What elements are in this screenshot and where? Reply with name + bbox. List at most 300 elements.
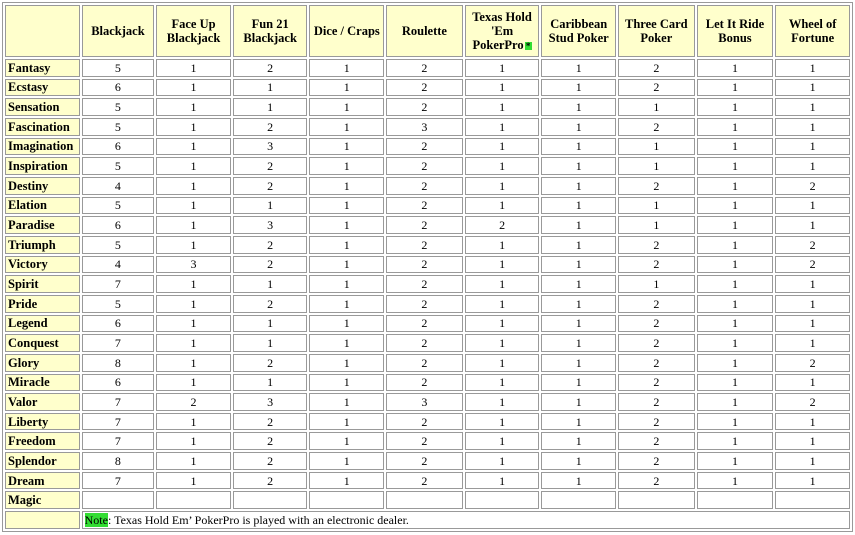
table-count-cell: 1 (697, 98, 774, 116)
table-row (5, 177, 850, 195)
table-count-cell: 2 (233, 256, 308, 274)
table-count-cell: 1 (775, 334, 850, 352)
table-count-cell: 1 (618, 98, 695, 116)
table-count-cell: 7 (82, 393, 155, 411)
table-count-cell: 2 (618, 118, 695, 136)
table-count-cell: 1 (697, 393, 774, 411)
table-count-cell: 2 (233, 177, 308, 195)
table-count-cell: 1 (697, 236, 774, 254)
table-count-cell: 2 (233, 354, 308, 372)
table-count-cell: 1 (775, 374, 850, 392)
ship-name: Inspiration (5, 157, 80, 175)
table-row (5, 413, 850, 431)
table-count-cell: 1 (541, 138, 616, 156)
table-count-cell: 1 (233, 79, 308, 97)
table-count-cell: 2 (386, 138, 463, 156)
column-header-label: Dice / Craps (313, 24, 380, 38)
footnote (82, 511, 850, 529)
table-count-cell: 1 (618, 275, 695, 293)
table-count-cell: 1 (309, 374, 384, 392)
table-count-cell: 1 (465, 157, 540, 175)
table-count-cell: 1 (541, 157, 616, 175)
table-count-cell: 2 (386, 374, 463, 392)
table-count-cell: 1 (465, 197, 540, 215)
column-header (82, 5, 155, 57)
table-count-cell: 1 (309, 118, 384, 136)
ship-name: Elation (5, 197, 80, 215)
ship-name: Freedom (5, 432, 80, 450)
table-count-cell: 1 (775, 216, 850, 234)
ship-name: Magic (5, 491, 80, 509)
table-count-cell: 2 (386, 334, 463, 352)
ship-name: Miracle (5, 374, 80, 392)
table-count-cell: 1 (697, 157, 774, 175)
table-count-cell: 1 (156, 59, 231, 77)
table-count-cell: 1 (309, 413, 384, 431)
table-count-cell: 1 (156, 118, 231, 136)
note-row (5, 511, 850, 529)
table-count-cell (82, 491, 155, 509)
table-count-cell: 2 (618, 256, 695, 274)
ship-name: Ecstasy (5, 79, 80, 97)
footnote-marker: * (525, 41, 531, 52)
table-count-cell: 1 (775, 157, 850, 175)
table-count-cell: 1 (541, 59, 616, 77)
table-count-cell: 1 (697, 413, 774, 431)
table-count-cell: 2 (233, 59, 308, 77)
table-count-cell: 1 (156, 138, 231, 156)
table-count-cell: 2 (386, 197, 463, 215)
table-count-cell: 1 (465, 432, 540, 450)
table-count-cell: 2 (386, 177, 463, 195)
table-count-cell: 1 (465, 138, 540, 156)
table-count-cell: 1 (309, 59, 384, 77)
table-count-cell: 1 (156, 79, 231, 97)
table-row (5, 472, 850, 490)
table-count-cell: 1 (541, 334, 616, 352)
table-count-cell: 1 (697, 59, 774, 77)
table-count-cell: 2 (386, 157, 463, 175)
table-count-cell: 1 (309, 432, 384, 450)
table-row (5, 256, 850, 274)
table-count-cell: 1 (775, 413, 850, 431)
ship-name: Pride (5, 295, 80, 313)
table-count-cell: 1 (309, 197, 384, 215)
table-count-cell: 1 (309, 315, 384, 333)
table-count-cell: 2 (775, 256, 850, 274)
table-count-cell: 2 (233, 452, 308, 470)
column-header (697, 5, 774, 57)
table-count-cell: 1 (541, 354, 616, 372)
table-count-cell: 1 (233, 374, 308, 392)
table-count-cell: 1 (697, 472, 774, 490)
table-count-cell: 1 (156, 315, 231, 333)
table-count-cell: 1 (541, 216, 616, 234)
table-count-cell: 1 (465, 315, 540, 333)
table-row (5, 432, 850, 450)
table-count-cell: 1 (309, 157, 384, 175)
table-count-cell: 2 (386, 354, 463, 372)
table-count-cell: 2 (618, 295, 695, 313)
table-count-cell: 1 (465, 472, 540, 490)
table-count-cell: 1 (465, 334, 540, 352)
table-count-cell: 3 (386, 393, 463, 411)
table-count-cell: 1 (465, 374, 540, 392)
table-count-cell: 1 (541, 256, 616, 274)
table-count-cell: 1 (156, 472, 231, 490)
column-header (386, 5, 463, 57)
table-count-cell: 2 (775, 393, 850, 411)
table-count-cell: 1 (541, 374, 616, 392)
table-count-cell: 2 (618, 177, 695, 195)
column-header (541, 5, 616, 57)
table-count-cell: 1 (309, 256, 384, 274)
table-count-cell: 1 (309, 354, 384, 372)
table-count-cell: 5 (82, 295, 155, 313)
ship-name: Legend (5, 315, 80, 333)
table-count-cell: 1 (697, 216, 774, 234)
table-count-cell: 5 (82, 197, 155, 215)
table-count-cell: 2 (233, 236, 308, 254)
table-count-cell: 2 (386, 236, 463, 254)
table-count-cell: 1 (775, 472, 850, 490)
table-count-cell: 1 (775, 452, 850, 470)
table-count-cell: 7 (82, 275, 155, 293)
table-row (5, 315, 850, 333)
table-row (5, 275, 850, 293)
table-count-cell: 2 (233, 295, 308, 313)
table-count-cell: 2 (775, 354, 850, 372)
table-count-cell: 2 (233, 413, 308, 431)
table-count-cell: 1 (541, 452, 616, 470)
table-count-cell: 1 (309, 393, 384, 411)
ship-name: Liberty (5, 413, 80, 431)
table-count-cell: 1 (697, 79, 774, 97)
table-count-cell: 1 (156, 413, 231, 431)
table-count-cell: 1 (465, 59, 540, 77)
table-count-cell: 6 (82, 315, 155, 333)
table-count-cell: 1 (697, 354, 774, 372)
table-count-cell: 2 (386, 295, 463, 313)
table-row (5, 295, 850, 313)
ship-name: Glory (5, 354, 80, 372)
table-count-cell: 1 (697, 374, 774, 392)
ship-name: Dream (5, 472, 80, 490)
table-count-cell: 1 (465, 413, 540, 431)
ship-name: Splendor (5, 452, 80, 470)
table-count-cell: 1 (309, 138, 384, 156)
table-row (5, 98, 850, 116)
table-count-cell: 5 (82, 118, 155, 136)
ship-name: Triumph (5, 236, 80, 254)
table-count-cell: 7 (82, 334, 155, 352)
table-count-cell: 7 (82, 413, 155, 431)
table-count-cell: 2 (618, 334, 695, 352)
table-count-cell: 1 (465, 236, 540, 254)
ship-name: Victory (5, 256, 80, 274)
table-count-cell: 1 (541, 393, 616, 411)
table-count-cell: 1 (775, 295, 850, 313)
column-header-label: Roulette (401, 24, 447, 38)
table-count-cell: 2 (386, 452, 463, 470)
table-count-cell: 1 (233, 275, 308, 293)
table-count-cell: 2 (386, 216, 463, 234)
table-count-cell: 7 (82, 472, 155, 490)
table-count-cell: 1 (156, 275, 231, 293)
table-count-cell: 1 (618, 157, 695, 175)
table-count-cell: 5 (82, 157, 155, 175)
table-count-cell: 5 (82, 98, 155, 116)
table-row (5, 138, 850, 156)
table-row (5, 197, 850, 215)
table-count-cell: 6 (82, 79, 155, 97)
column-header-label: Wheel of Fortune (788, 17, 837, 45)
table-count-cell: 1 (465, 275, 540, 293)
table-count-cell: 1 (541, 472, 616, 490)
table-count-cell: 2 (618, 432, 695, 450)
table-count-cell: 1 (697, 177, 774, 195)
table-count-cell: 1 (697, 118, 774, 136)
table-count-cell: 1 (541, 79, 616, 97)
table-count-cell: 1 (233, 98, 308, 116)
table-row (5, 491, 850, 509)
table-row (5, 236, 850, 254)
ship-name: Fantasy (5, 59, 80, 77)
ship-name: Valor (5, 393, 80, 411)
column-header (156, 5, 231, 57)
table-count-cell: 1 (156, 236, 231, 254)
table-count-cell: 2 (386, 413, 463, 431)
table-count-cell: 1 (465, 79, 540, 97)
ship-name: Destiny (5, 177, 80, 195)
table-count-cell: 1 (465, 393, 540, 411)
table-row (5, 79, 850, 97)
table-row (5, 216, 850, 234)
column-header-label: Fun 21 Blackjack (243, 17, 297, 45)
table-count-cell: 7 (82, 432, 155, 450)
table-count-cell: 2 (233, 157, 308, 175)
column-header (233, 5, 308, 57)
table-count-cell: 1 (618, 138, 695, 156)
table-count-cell: 1 (541, 275, 616, 293)
column-header-label: Texas Hold 'Em PokerPro (472, 10, 532, 52)
table-count-cell (156, 491, 231, 509)
column-header-label: Three Card Poker (625, 17, 688, 45)
table-count-cell: 5 (82, 236, 155, 254)
table-count-cell (697, 491, 774, 509)
table-count-cell: 2 (618, 79, 695, 97)
table-count-cell: 1 (541, 118, 616, 136)
column-header (618, 5, 695, 57)
table-count-cell: 1 (775, 138, 850, 156)
table-count-cell: 6 (82, 138, 155, 156)
table-count-cell: 2 (156, 393, 231, 411)
table-count-cell: 1 (465, 452, 540, 470)
table-count-cell: 4 (82, 256, 155, 274)
table-count-cell: 1 (233, 315, 308, 333)
table-count-cell: 1 (775, 118, 850, 136)
table-count-cell: 2 (618, 452, 695, 470)
table-row (5, 452, 850, 470)
table-count-cell: 1 (697, 315, 774, 333)
table-count-cell: 1 (156, 216, 231, 234)
table-count-cell: 1 (541, 432, 616, 450)
table-count-cell: 1 (156, 295, 231, 313)
table-count-cell: 2 (618, 354, 695, 372)
table-count-cell: 1 (697, 138, 774, 156)
table-count-cell: 1 (309, 275, 384, 293)
table-count-cell: 3 (156, 256, 231, 274)
table-count-cell: 2 (618, 472, 695, 490)
table-count-cell: 1 (541, 236, 616, 254)
table-count-cell: 2 (386, 315, 463, 333)
table-count-cell: 1 (309, 177, 384, 195)
table-count-cell: 1 (541, 98, 616, 116)
column-header (465, 5, 540, 57)
note-text: : Texas Hold Em’ PokerPro is played with an electronic dealer. (107, 513, 409, 528)
table-count-cell: 2 (618, 413, 695, 431)
table-count-cell: 1 (465, 354, 540, 372)
table-count-cell: 1 (309, 216, 384, 234)
table-count-cell: 1 (465, 118, 540, 136)
table-count-cell: 2 (618, 59, 695, 77)
corner-cell (5, 5, 80, 57)
ship-name: Conquest (5, 334, 80, 352)
table-count-cell: 2 (465, 216, 540, 234)
column-header-label: Let It Ride Bonus (705, 17, 765, 45)
ship-name: Paradise (5, 216, 80, 234)
note-spacer (5, 511, 80, 529)
table-row (5, 374, 850, 392)
table-count-cell: 1 (775, 98, 850, 116)
table-count-cell: 2 (386, 98, 463, 116)
table-count-cell: 3 (233, 216, 308, 234)
header-row (5, 5, 850, 57)
table-count-cell: 2 (618, 393, 695, 411)
table-count-cell: 4 (82, 177, 155, 195)
table-row (5, 393, 850, 411)
table-count-cell (541, 491, 616, 509)
table-count-cell: 8 (82, 452, 155, 470)
table-count-cell: 2 (233, 432, 308, 450)
table-count-cell: 1 (309, 79, 384, 97)
table-count-cell (465, 491, 540, 509)
table-count-cell: 2 (618, 236, 695, 254)
table-count-cell: 1 (156, 98, 231, 116)
table-count-cell: 1 (775, 197, 850, 215)
table-count-cell: 1 (309, 472, 384, 490)
table-count-cell: 2 (775, 177, 850, 195)
table-count-cell: 1 (309, 98, 384, 116)
note-label: Note (84, 513, 108, 528)
table-count-cell: 2 (386, 472, 463, 490)
table-count-cell: 1 (156, 354, 231, 372)
table-count-cell: 8 (82, 354, 155, 372)
casino-games-table (2, 2, 853, 532)
table-count-cell: 2 (233, 118, 308, 136)
table-count-cell: 5 (82, 59, 155, 77)
table-count-cell: 1 (697, 256, 774, 274)
table-row (5, 157, 850, 175)
table-count-cell: 1 (775, 275, 850, 293)
table-count-cell: 6 (82, 216, 155, 234)
table-count-cell: 1 (697, 334, 774, 352)
ship-name: Fascination (5, 118, 80, 136)
table-count-cell: 1 (309, 334, 384, 352)
table-count-cell: 2 (386, 432, 463, 450)
table-count-cell: 1 (156, 197, 231, 215)
table-count-cell: 2 (386, 275, 463, 293)
table-count-cell: 1 (309, 452, 384, 470)
table-count-cell: 1 (697, 432, 774, 450)
table-count-cell: 1 (697, 452, 774, 470)
ship-name: Imagination (5, 138, 80, 156)
table-count-cell (309, 491, 384, 509)
table-count-cell (618, 491, 695, 509)
table-count-cell: 2 (775, 236, 850, 254)
column-header-label: Face Up Blackjack (166, 17, 221, 45)
column-header-label: Caribbean Stud Poker (548, 17, 609, 45)
table-count-cell: 1 (775, 79, 850, 97)
table-row (5, 118, 850, 136)
column-header-label: Blackjack (91, 24, 145, 38)
table-count-cell: 1 (618, 216, 695, 234)
table-count-cell: 1 (233, 334, 308, 352)
ship-name: Sensation (5, 98, 80, 116)
table-count-cell: 1 (156, 157, 231, 175)
table-count-cell: 1 (156, 177, 231, 195)
table-count-cell: 2 (386, 256, 463, 274)
table-count-cell: 1 (465, 177, 540, 195)
table-count-cell: 1 (465, 256, 540, 274)
table-count-cell: 2 (618, 315, 695, 333)
table-count-cell: 1 (309, 236, 384, 254)
table-count-cell: 1 (697, 197, 774, 215)
table-count-cell (775, 491, 850, 509)
table-row (5, 334, 850, 352)
table-count-cell: 3 (233, 138, 308, 156)
table-count-cell: 1 (156, 432, 231, 450)
table-count-cell: 1 (775, 59, 850, 77)
table-count-cell: 2 (618, 374, 695, 392)
table-count-cell: 2 (233, 472, 308, 490)
table-count-cell: 1 (465, 295, 540, 313)
table-count-cell: 1 (697, 295, 774, 313)
table-count-cell: 1 (156, 452, 231, 470)
table-count-cell: 1 (541, 295, 616, 313)
table-count-cell: 1 (775, 432, 850, 450)
table-count-cell: 1 (697, 275, 774, 293)
table-row (5, 354, 850, 372)
table-count-cell: 1 (775, 315, 850, 333)
table-count-cell (233, 491, 308, 509)
table-count-cell: 1 (156, 374, 231, 392)
table-count-cell: 6 (82, 374, 155, 392)
table-count-cell: 1 (233, 197, 308, 215)
table-count-cell: 1 (465, 98, 540, 116)
table-count-cell: 1 (541, 315, 616, 333)
table-count-cell: 1 (618, 197, 695, 215)
table-count-cell: 1 (541, 177, 616, 195)
table-count-cell: 2 (386, 79, 463, 97)
table-count-cell: 2 (386, 59, 463, 77)
table-count-cell: 3 (233, 393, 308, 411)
ship-name: Spirit (5, 275, 80, 293)
table-count-cell: 3 (386, 118, 463, 136)
table-count-cell: 1 (309, 295, 384, 313)
table-count-cell: 1 (541, 197, 616, 215)
column-header (775, 5, 850, 57)
